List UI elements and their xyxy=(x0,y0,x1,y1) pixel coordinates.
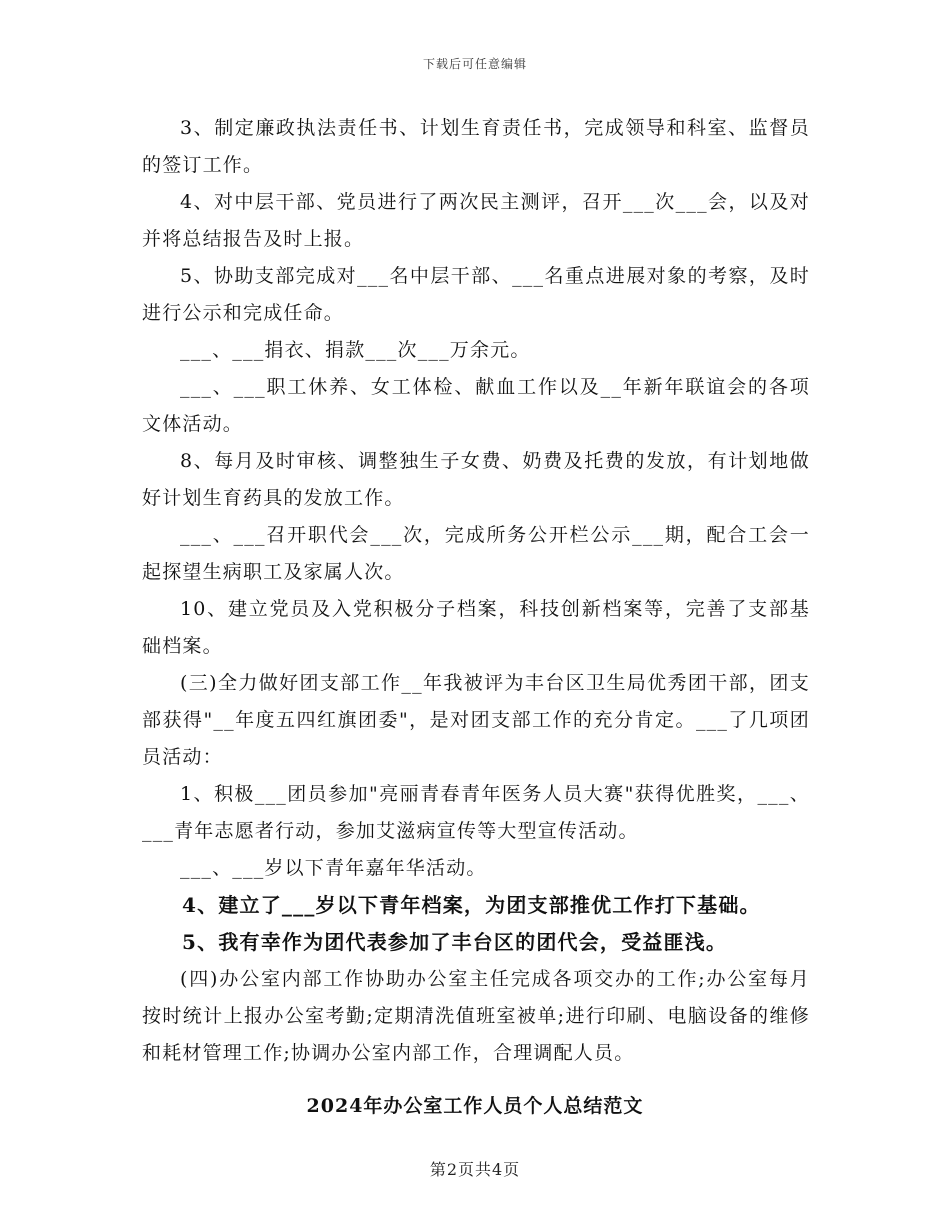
paragraph-youth-carnival: ___、___岁以下青年嘉年华活动。 xyxy=(180,857,487,879)
paragraph-item-10: 10、建立党员及入党积极分子档案，科技创新档案等，完善了支部基础档案。 xyxy=(142,598,810,657)
page-header-note: 下载后可任意编辑 xyxy=(422,57,527,71)
paragraph-donations: ___、___捐衣、捐款___次___万余元。 xyxy=(180,339,531,361)
page-number: 第2页共4页 xyxy=(429,1160,521,1179)
document-body xyxy=(142,110,810,1072)
paragraph-youth-1: 1、积极___团员参加"亮丽青春青年医务人员大赛"获得优胜奖，___、___青年志愿者行动，参加艾滋病宣传等大型宣传活动。 xyxy=(142,783,810,842)
paragraph-item-5: 5、协助支部完成对___名中层干部、___名重点进展对象的考察，及时进行公示和完成任命。 xyxy=(142,265,810,324)
paragraph-activities: ___、___职工休养、女工体检、献血工作以及__年新年联谊会的各项文体活动。 xyxy=(142,376,810,435)
paragraph-section-3: (三)全力做好团支部工作__年我被评为丰台区卫生局优秀团干部，团支部获得"__年度五四红旗团委"，是对团支部工作的充分肯定。___了几项团员活动： xyxy=(142,672,810,768)
document-title: 2024年办公室工作人员个人总结范文 xyxy=(306,1095,644,1117)
paragraph-section-4: (四)办公室内部工作协助办公室主任完成各项交办的工作;办公室每月按时统计上报办公室考勤;定期清洗值班室被单;进行印刷、电脑设备的维修和耗材管理工作;协调办公室内部工作，合理调配人员。 xyxy=(142,968,810,1064)
paragraph-staff-congress: ___、___召开职代会___次，完成所务公开栏公示___期，配合工会一起探望生病职工及家属人次。 xyxy=(142,524,810,583)
paragraph-item-8: 8、每月及时审核、调整独生子女费、奶费及托费的发放，有计划地做好计划生育药具的发放工作。 xyxy=(142,450,810,509)
paragraph-youth-5: 5、我有幸作为团代表参加了丰台区的团代会，受益匪浅。 xyxy=(182,930,728,954)
paragraph-youth-4: 4、建立了___岁以下青年档案，为团支部推优工作打下基础。 xyxy=(182,893,761,917)
paragraph-item-3: 3、制定廉政执法责任书、计划生育责任书，完成领导和科室、监督员的签订工作。 xyxy=(142,117,810,176)
paragraph-item-4: 4、对中层干部、党员进行了两次民主测评，召开___次___会，以及对并将总结报告及时上报。 xyxy=(142,191,810,250)
